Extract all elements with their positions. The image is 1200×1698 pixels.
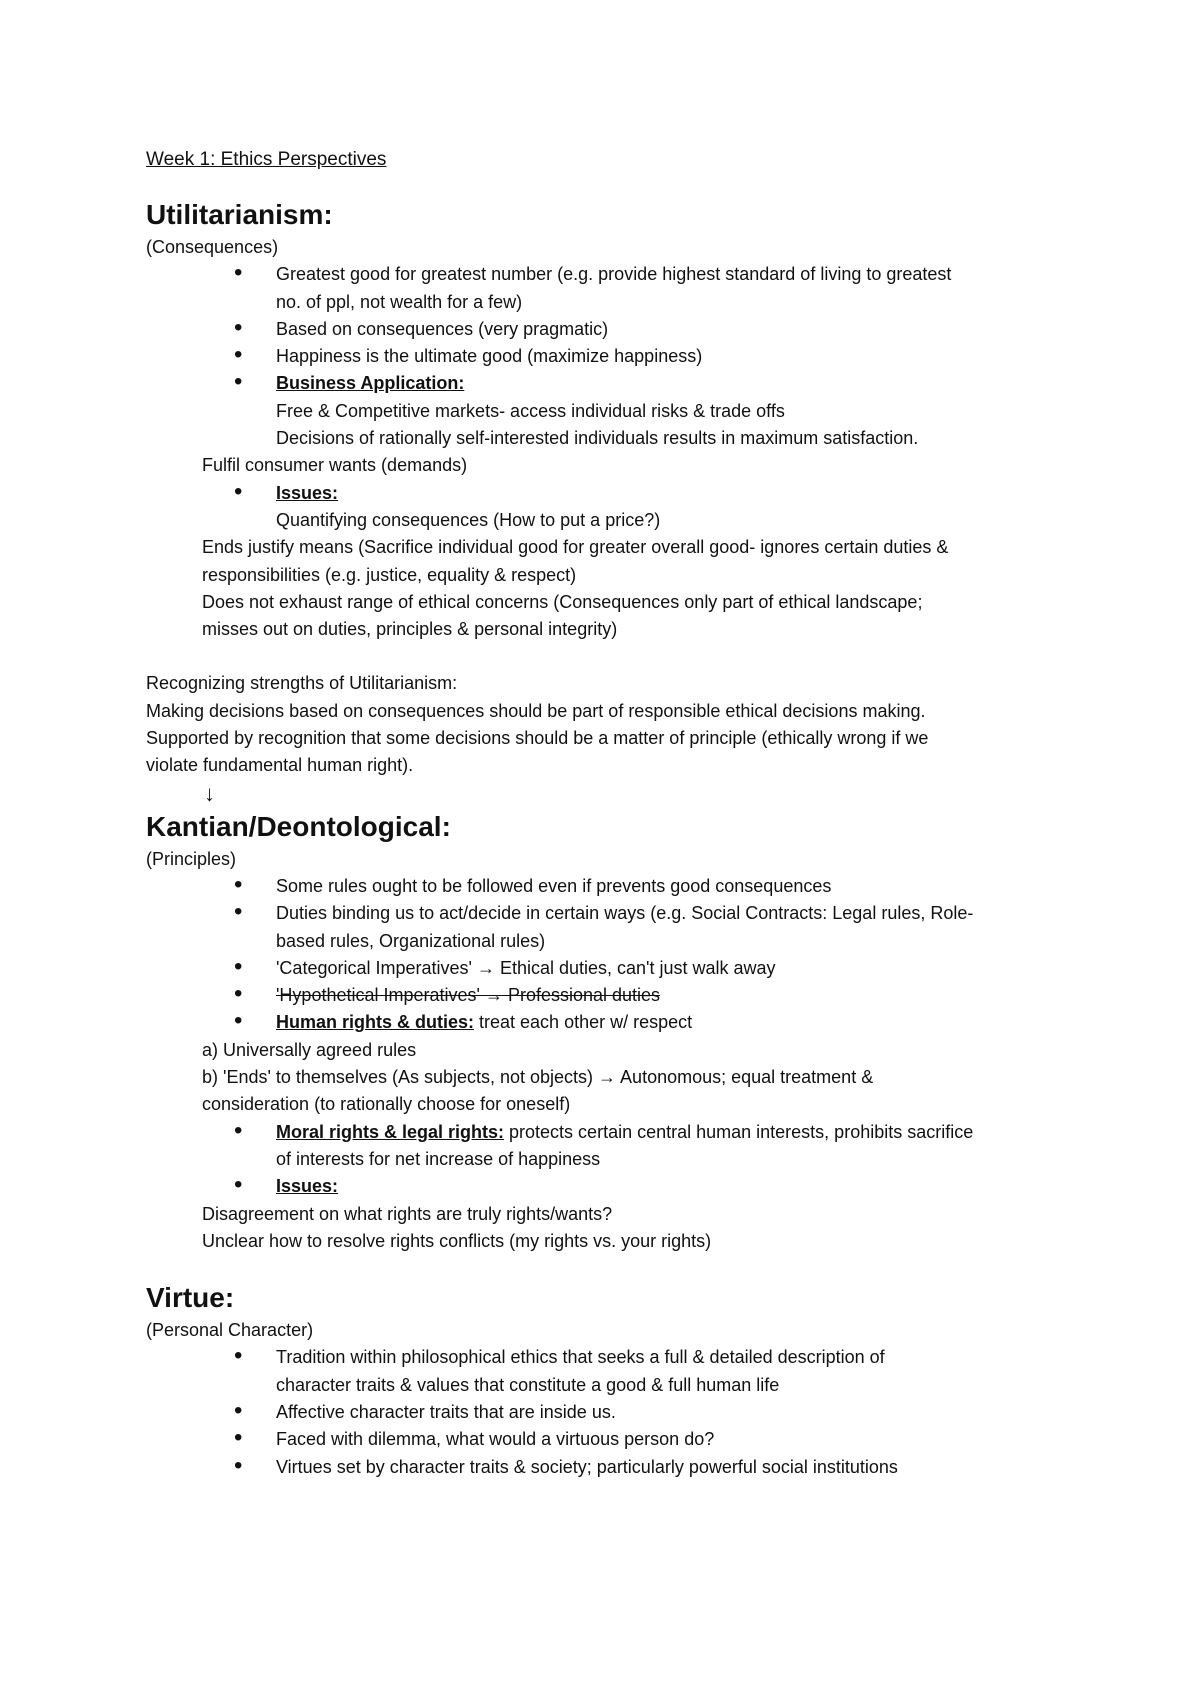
- text-line: Decisions of rationally self-interested individuals results in maximum satisfaction.: [276, 428, 919, 449]
- text-line: a) Universally agreed rules: [202, 1039, 417, 1060]
- text-line: misses out on duties, principles & personal integrity): [202, 619, 618, 640]
- issues-label: Issues:: [276, 482, 339, 503]
- list-item-business-application: [146, 370, 1066, 397]
- text-line: Making decisions based on consequences should be part of responsible ethical decisions making.: [146, 700, 926, 721]
- text-line: Ends justify means (Sacrifice individual good for greater overall good- ignores certain duties &: [202, 537, 949, 558]
- text-line: Fulfil consumer wants (demands): [202, 455, 468, 476]
- subtitle-personal-character: (Personal Character): [146, 1320, 314, 1341]
- text-line: b) 'Ends' to themselves (As subjects, not objects) → Autonomous; equal treatment &: [202, 1067, 874, 1088]
- list-item: • Affective character traits that are inside us.: [146, 1399, 1066, 1426]
- text-line: violate fundamental human right).: [146, 755, 414, 776]
- text-line: Does not exhaust range of ethical concerns (Consequences only part of ethical landscape;: [202, 591, 923, 612]
- list-item: • Faced with dilemma, what would a virtuous person do?: [146, 1426, 1066, 1453]
- document-page: [146, 146, 1066, 1481]
- list-item: • Virtues set by character traits & society; particularly powerful social institutions: [146, 1454, 1066, 1481]
- text-line: responsibilities (e.g. justice, equality & respect): [202, 564, 577, 585]
- list-item-issues: [146, 1173, 1066, 1200]
- text-line: consideration (to rationally choose for oneself): [202, 1094, 571, 1115]
- list-item-struck: • 'Hypothetical Imperatives' → Professional duties: [146, 982, 1066, 1009]
- list-item: • 'Categorical Imperatives' → Ethical duties, can't just walk away: [146, 955, 1066, 982]
- human-rights-text: treat each other w/ respect: [474, 1012, 693, 1033]
- text-line: Unclear how to resolve rights conflicts (my rights vs. your rights): [202, 1230, 712, 1251]
- heading-kantian: Kantian/Deontological:: [146, 810, 451, 842]
- list-item: • Duties binding us to act/decide in certain ways (e.g. Social Contracts: Legal rules, Role-: [146, 900, 1066, 927]
- text-line: Supported by recognition that some decisions should be a matter of principle (ethically wrong if we: [146, 728, 929, 749]
- list-item: • Tradition within philosophical ethics that seeks a full & detailed description of: [146, 1344, 1066, 1371]
- text-line: Recognizing strengths of Utilitarianism:: [146, 673, 458, 694]
- list-item-continuation: of interests for net increase of happiness: [276, 1148, 601, 1169]
- text-line: Quantifying consequences (How to put a price?): [276, 509, 661, 530]
- list-item-issues: [146, 480, 1066, 507]
- list-item-moral-rights: [146, 1119, 1066, 1146]
- subtitle-principles: (Principles): [146, 848, 237, 869]
- list-item: • Based on consequences (very pragmatic): [146, 316, 1066, 343]
- down-arrow-icon: ↓: [204, 780, 215, 806]
- issues-label: Issues:: [276, 1176, 339, 1197]
- human-rights-label: Human rights & duties:: [276, 1012, 475, 1033]
- list-item-continuation: character traits & values that constitute a good & full human life: [276, 1374, 780, 1395]
- text-line: Free & Competitive markets- access individual risks & trade offs: [276, 400, 785, 421]
- list-item-human-rights: [146, 1009, 1066, 1036]
- heading-utilitarianism: Utilitarianism:: [146, 199, 333, 230]
- list-item: • Some rules ought to be followed even if prevents good consequences: [146, 873, 1066, 900]
- list-item-continuation: based rules, Organizational rules): [276, 930, 546, 951]
- page-title: Week 1: Ethics Perspectives: [146, 149, 387, 170]
- spacer: [146, 643, 1066, 670]
- list-item: • Happiness is the ultimate good (maximize happiness): [146, 343, 1066, 370]
- heading-virtue: Virtue:: [146, 1282, 235, 1314]
- list-item: • Greatest good for greatest number (e.g. provide highest standard of living to greatest: [146, 261, 1066, 288]
- subtitle-consequences: (Consequences): [146, 237, 279, 257]
- text-line: Disagreement on what rights are truly rights/wants?: [202, 1203, 613, 1224]
- moral-rights-text: protects certain central human interests, prohibits sacrifice: [504, 1121, 974, 1142]
- business-application-label: Business Application:: [276, 373, 465, 394]
- moral-rights-label: Moral rights & legal rights:: [276, 1121, 505, 1142]
- list-item-continuation: no. of ppl, not wealth for a few): [276, 291, 523, 312]
